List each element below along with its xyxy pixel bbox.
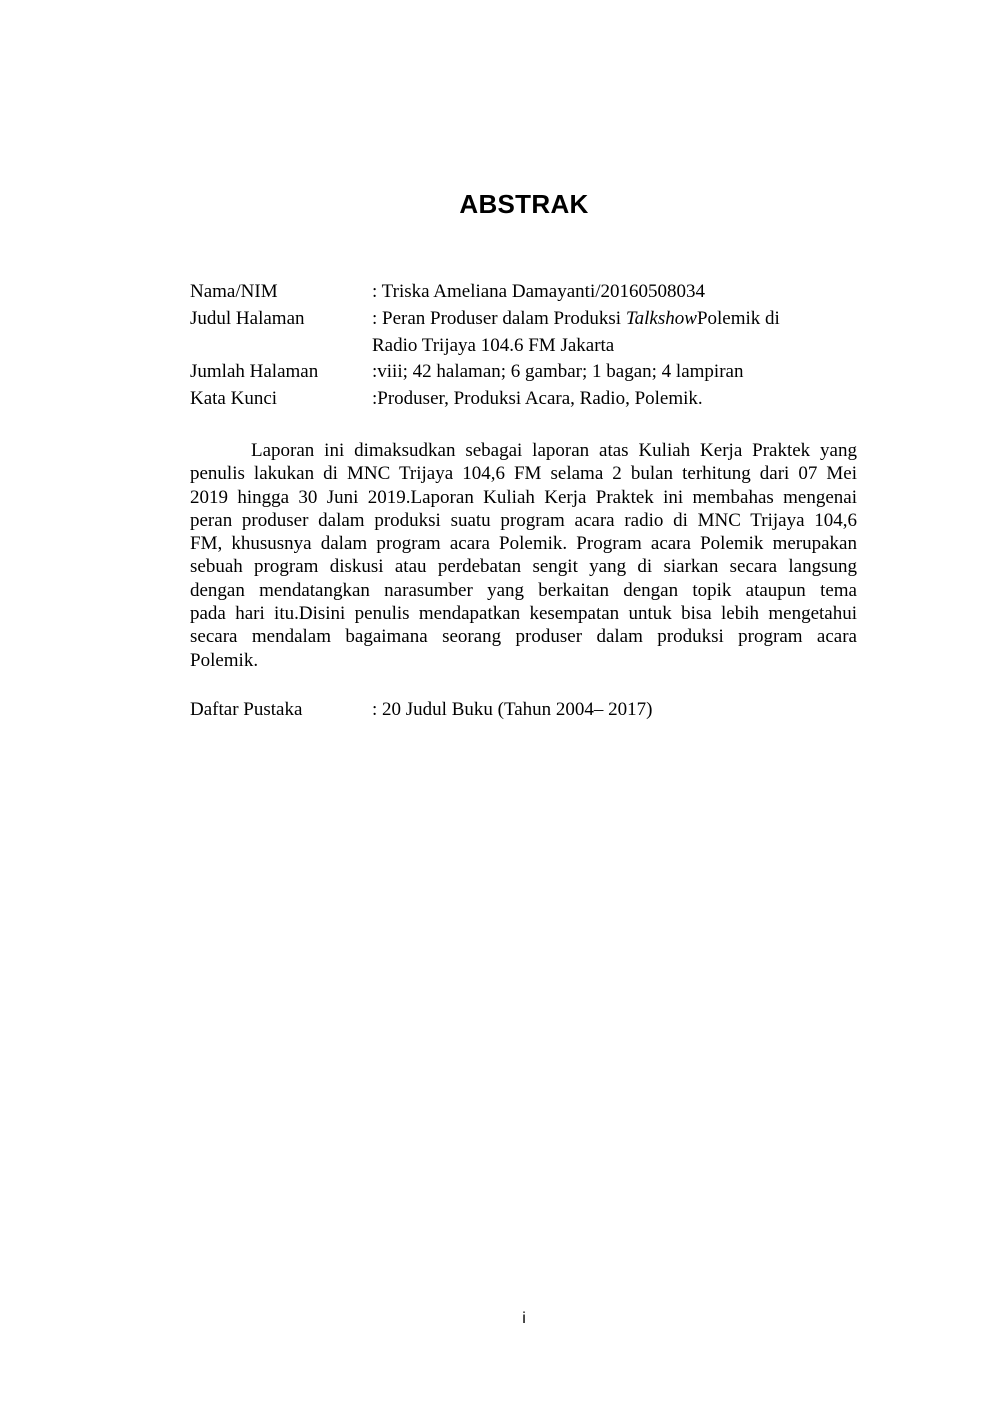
metadata-value: :Produser, Produksi Acara, Radio, Polemik. xyxy=(372,388,703,410)
abstract-line: FM, khususnya dalam program acara Polemik. Program acara Polemik merupakan xyxy=(190,533,857,555)
references-label: Daftar Pustaka xyxy=(190,699,303,720)
abstract-line: Polemik. xyxy=(190,649,259,671)
metadata-value: :viii; 42 halaman; 6 gambar; 1 bagan; 4 lampiran xyxy=(372,361,744,383)
metadata-row-nama-nim xyxy=(190,279,870,306)
abstract-line: peran produser dalam produksi suatu program acara radio di MNC Trijaya 104,6 xyxy=(190,509,857,531)
metadata-value xyxy=(372,306,870,360)
metadata-label: Nama/NIM xyxy=(190,281,278,302)
metadata-label: Jumlah Halaman xyxy=(190,361,319,383)
abstract-line: pada hari itu.Disini penulis mendapatkan kesempatan untuk bisa lebih mengetahui xyxy=(190,603,857,625)
abstract-line: sebuah program diskusi atau perdebatan sengit yang di siarkan secara langsung xyxy=(190,556,857,578)
metadata-block xyxy=(190,279,870,413)
references-value: : 20 Judul Buku (Tahun 2004– 2017) xyxy=(372,699,653,720)
metadata-label: Judul Halaman xyxy=(190,307,305,329)
metadata-row-kata-kunci xyxy=(190,386,870,413)
metadata-value: : Triska Ameliana Damayanti/20160508034 xyxy=(372,281,706,302)
metadata-value-text: Polemik di xyxy=(696,307,780,329)
abstract-paragraph xyxy=(190,439,857,672)
abstract-line: secara mendalam bagaimana seorang produser dalam produksi program acara xyxy=(190,626,857,648)
metadata-row-jumlah-halaman xyxy=(190,359,870,386)
references-row xyxy=(190,697,870,724)
page-title: ABSTRAK xyxy=(459,189,589,219)
abstract-line: penulis lakukan di MNC Trijaya 104,6 FM selama 2 bulan terhitung dari 07 Mei xyxy=(190,463,857,485)
metadata-value-continuation: Radio Trijaya 104.6 FM Jakarta xyxy=(372,334,615,356)
metadata-label: Kata Kunci xyxy=(190,388,278,410)
abstract-line: Laporan ini dimaksudkan sebagai laporan atas Kuliah Kerja Praktek yang xyxy=(251,440,857,461)
metadata-row-judul-halaman xyxy=(190,306,870,360)
metadata-value-italic: Talkshow xyxy=(625,307,697,329)
metadata-value-text: : Peran Produser dalam Produksi xyxy=(372,307,626,329)
page-number: i xyxy=(522,1310,526,1327)
abstract-line: dengan mendatangkan narasumber yang berkaitan dengan topik ataupun tema xyxy=(190,579,857,601)
abstract-line: 2019 hingga 30 Juni 2019.Laporan Kuliah Kerja Praktek ini membahas mengenai xyxy=(190,486,857,508)
